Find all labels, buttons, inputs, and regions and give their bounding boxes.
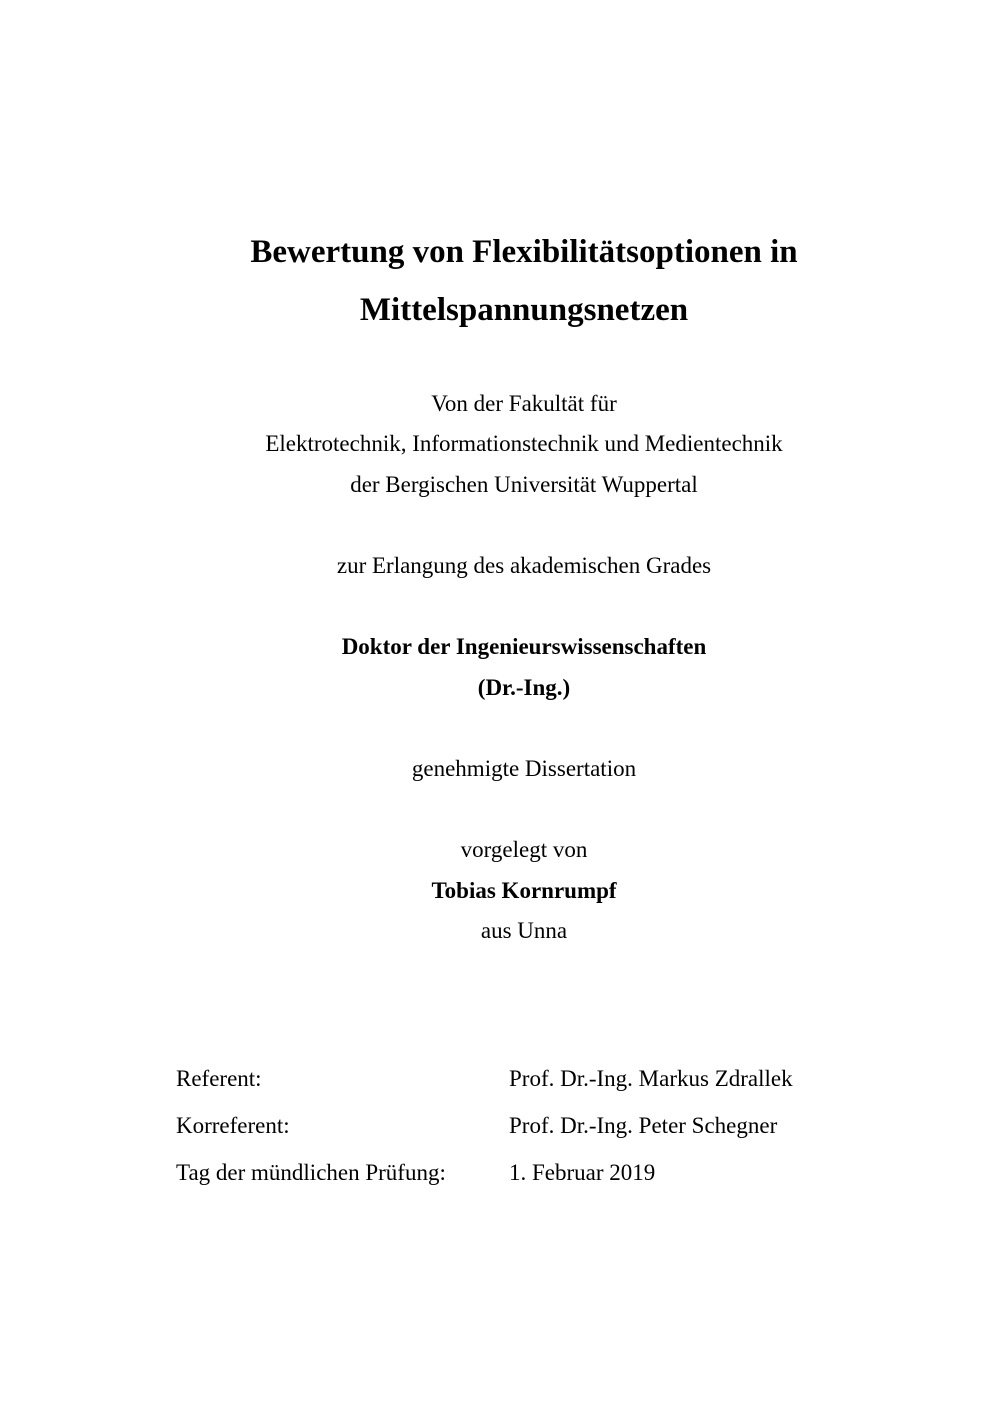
faculty-line-1: Von der Fakultät für [431, 391, 617, 416]
thesis-title-line-2: Mittelspannungsnetzen [359, 292, 689, 328]
degree-name: Doktor der Ingenieurswissenschaften [341, 634, 707, 659]
dissertation-type: genehmigte Dissertation [411, 756, 637, 781]
korreferent-label: Korreferent: [176, 1113, 290, 1138]
referent-label: Referent: [176, 1066, 262, 1091]
korreferent-value: Prof. Dr.-Ing. Peter Schegner [509, 1113, 778, 1138]
referent-value: Prof. Dr.-Ing. Markus Zdrallek [509, 1066, 793, 1091]
faculty-line-2: Elektrotechnik, Informationstechnik und Medientechnik [265, 431, 783, 456]
degree-intro: zur Erlangung des akademischen Grades [336, 553, 712, 578]
thesis-title-line-1: Bewertung von Flexibilitätsoptionen in [250, 234, 798, 270]
exam-date-value: 1. Februar 2019 [509, 1160, 656, 1185]
exam-date-label: Tag der mündlichen Prüfung: [176, 1160, 446, 1185]
author-intro: vorgelegt von [460, 837, 588, 862]
faculty-line-3: der Bergischen Universität Wuppertal [350, 472, 698, 497]
author-origin: aus Unna [480, 918, 568, 943]
author-name: Tobias Kornrumpf [431, 878, 617, 903]
degree-abbrev: (Dr.-Ing.) [477, 675, 571, 700]
